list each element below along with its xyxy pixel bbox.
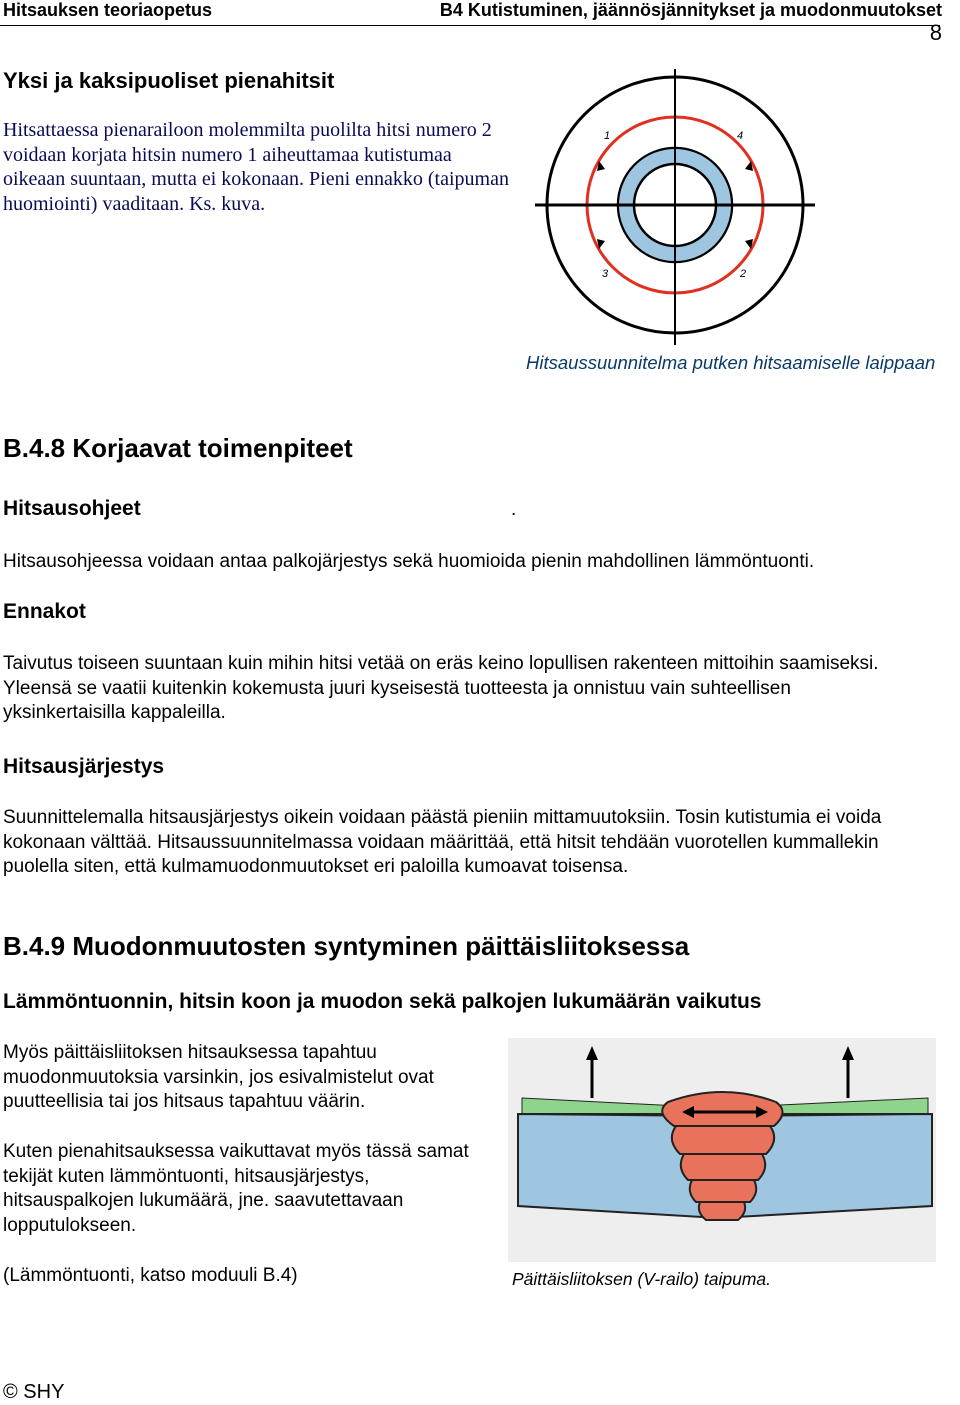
- weld-label-3: 3: [602, 268, 609, 280]
- weld-label-2: 2: [740, 268, 747, 280]
- copyright-footer: © SHY: [3, 1381, 65, 1403]
- fillet-welds-paragraph: Hitsattaessa pienarailoon molemmilta puolilta hitsi numero 2 voidaan korjata hitsin numero 1 aiheuttamaa kutistumaa oikeaan suuntaan, mutta ei kokonaan. Pieni ennakko (taipuman huomiointi) vaaditaan. Ks. kuva.: [3, 119, 509, 216]
- chapter-title: B4 Kutistuminen, jäännösjännitykset ja muodonmuutokset: [439, 0, 942, 20]
- section-heading-fillet-welds: Yksi ja kaksipuoliset pienahitsit: [3, 68, 335, 93]
- hitsausjarjestys-text: Suunnittelemalla hitsausjärjestys oikein voidaan päästä pieniin mittamuutoksiin. Tosin kutistumia ei voida kokonaan välttää. Hitsaussuunnitelmassa voidaan määrittää, että hitsit tehdään vuorotellen kummallekin puolella siten, että kulmamuodonmuutokset eri paloilla kumoavat toisensa.: [3, 807, 882, 878]
- butt-joint-distortion-figure: [508, 1038, 936, 1262]
- pipe-figure-caption: Hitsaussuunnitelma putken hitsaamiselle laippaan: [526, 352, 936, 373]
- header-rule: [0, 25, 940, 26]
- page-number: 8: [929, 20, 942, 45]
- weld-label-4: 4: [737, 130, 744, 142]
- subheading-hitsausohjeet: Hitsausohjeet: [3, 497, 141, 520]
- butt-joint-paragraph-1: Myös päittäisliitoksen hitsauksessa tapahtuu muodonmuutoksia varsinkin, jos esivalmistelut ovat puutteellisia tai jos hitsaus tapahtuu väärin.: [3, 1042, 434, 1113]
- hitsausohjeet-text: Hitsausohjeessa voidaan antaa palkojärjestys sekä huomioida pienin mahdollinen lämmöntuonti.: [3, 551, 815, 572]
- pipe-flange-weld-figure: [525, 65, 825, 347]
- stray-dot: .: [511, 499, 517, 520]
- section-heading-b49: B.4.9 Muodonmuutosten syntyminen päittäisliitoksessa: [3, 931, 690, 961]
- butt-joint-paragraph-2: Kuten pienahitsauksessa vaikuttavat myös tässä samat tekijät kuten lämmöntuonti, hitsausjärjestys, hitsauspalkojen lukumäärä, jne. saavutettavaan lopputulokseen.: [3, 1141, 469, 1237]
- subheading-ennakot: Ennakot: [3, 600, 86, 623]
- section-heading-b48: B.4.8 Korjaavat toimenpiteet: [3, 433, 353, 463]
- ennakot-text: Taivutus toiseen suuntaan kuin mihin hitsi vetää on eräs keino lopullisen rakenteen mittoihin saamiseksi. Yleensä se vaatii kuitenkin kokemusta juuri kyseisestä tuotteesta ja onnistuu vain suhteellisen yksinkertaisilla kappaleilla.: [3, 653, 879, 724]
- butt-joint-figure-caption: Päittäisliitoksen (V-railo) taipuma.: [512, 1269, 772, 1289]
- subheading-hitsausjarjestys: Hitsausjärjestys: [3, 755, 165, 778]
- heat-input-note: (Lämmöntuonti, katso moduuli B.4): [3, 1265, 298, 1286]
- weld-label-1: 1: [604, 130, 611, 142]
- document-title: Hitsauksen teoriaopetus: [3, 0, 213, 20]
- subheading-heat-input: Lämmöntuonnin, hitsin koon ja muodon sekä palkojen lukumäärän vaikutus: [3, 990, 762, 1013]
